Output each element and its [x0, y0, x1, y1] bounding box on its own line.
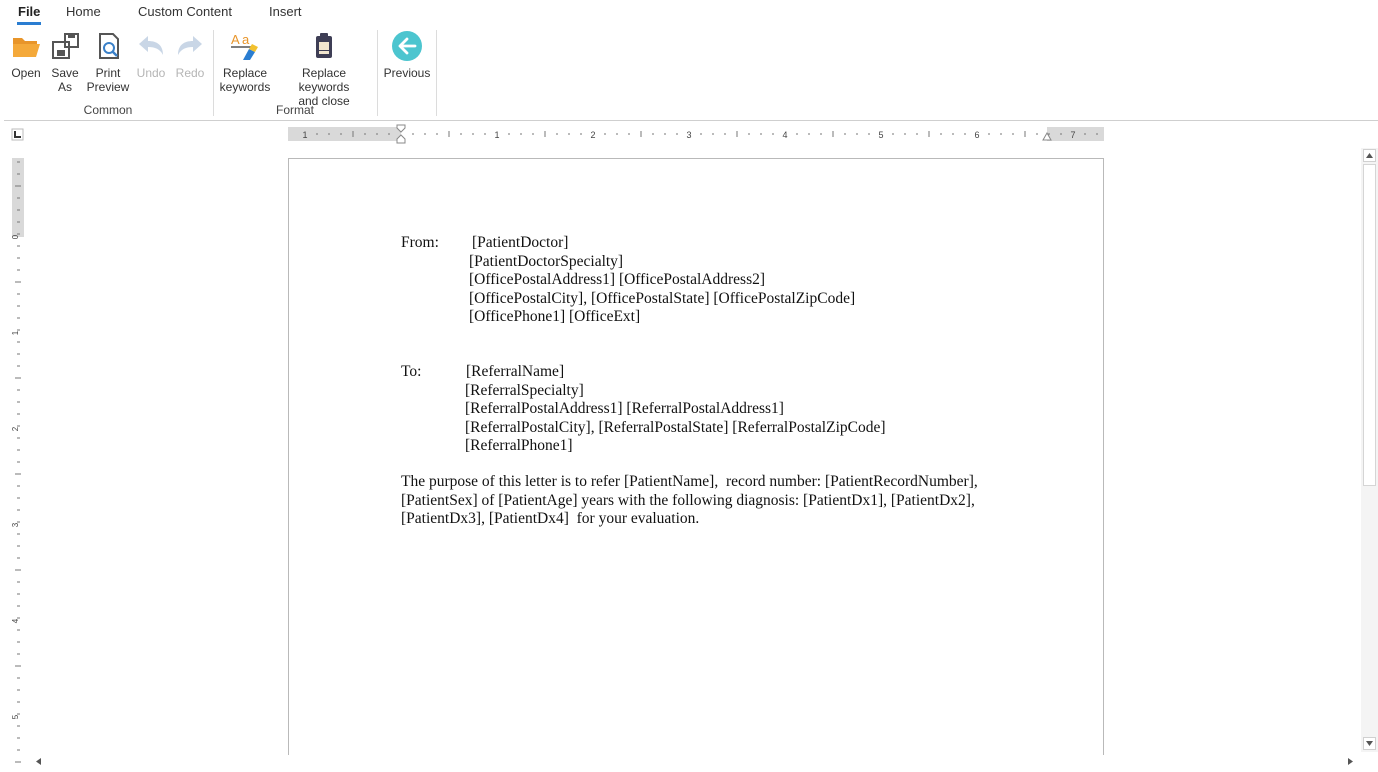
redo-label: Redo — [175, 66, 205, 80]
to-line: [ReferralPhone1] — [465, 437, 573, 454]
body-line: [PatientSex] of [PatientAge] years with the following diagnosis: [PatientDx1], [PatientDx2], — [401, 491, 975, 509]
ruler-label: 7 — [1070, 130, 1076, 140]
scroll-left-button[interactable] — [32, 755, 45, 768]
replace-keywords-icon — [229, 30, 261, 62]
replace-keywords-close-button[interactable] — [275, 30, 373, 108]
group-label-format: Format — [275, 103, 314, 117]
replace-keywords-button[interactable] — [218, 30, 272, 94]
replace-keywords-label-1: Replace — [222, 66, 268, 80]
replace-close-label-1: Replace keywords — [298, 66, 350, 94]
group-separator — [213, 30, 214, 116]
tab-home[interactable]: Home — [66, 4, 101, 19]
horizontal-ruler[interactable] — [288, 127, 1104, 141]
horizontal-scrollbar[interactable] — [30, 755, 1361, 769]
caret-down-icon — [1366, 741, 1373, 746]
to-line: [ReferralName] — [466, 363, 565, 380]
ruler-ticks-vertical — [12, 158, 24, 768]
previous-arrow-icon — [391, 30, 423, 62]
right-indent-marker-icon[interactable] — [1042, 131, 1052, 141]
ruler-ticks — [288, 127, 1104, 141]
from-label: From: — [401, 234, 439, 251]
from-line: [OfficePostalAddress1] [OfficePostalAddress2] — [469, 271, 766, 288]
from-line: [PatientDoctor] — [472, 234, 569, 251]
ruler-label: 5 — [878, 130, 884, 140]
from-line: [OfficePhone1] [OfficeExt] — [469, 308, 641, 325]
ruler-label: 5 — [11, 714, 20, 720]
ribbon — [0, 26, 1378, 120]
print-preview-icon — [92, 30, 124, 62]
undo-button[interactable] — [133, 30, 169, 80]
to-line: [ReferralSpecialty] — [465, 381, 584, 399]
ruler-label: 3 — [686, 130, 692, 140]
ruler-label: 3 — [11, 522, 20, 528]
replace-close-label-2: and close — [298, 94, 350, 108]
save-as-label-2: As — [57, 80, 72, 94]
previous-button[interactable] — [383, 30, 431, 80]
group-label-common: Common — [83, 103, 133, 117]
group-separator — [436, 30, 437, 116]
to-line: [ReferralPostalAddress1] [ReferralPostalAddress1] — [465, 400, 784, 417]
group-separator — [377, 30, 378, 116]
scroll-down-button[interactable] — [1363, 737, 1376, 750]
previous-label: Previous — [383, 66, 431, 80]
ruler-label: 1 — [494, 130, 500, 140]
ruler-label: 4 — [11, 618, 20, 624]
replace-close-icon — [308, 30, 340, 62]
ruler-label: 2 — [590, 130, 596, 140]
svg-text:A: A — [231, 32, 240, 47]
ruler-label: 4 — [782, 130, 788, 140]
tab-file[interactable]: File — [18, 4, 41, 19]
vertical-scroll-thumb[interactable] — [1363, 164, 1376, 486]
print-preview-label-2: Preview — [86, 80, 130, 94]
scroll-up-button[interactable] — [1363, 149, 1376, 162]
tab-stop-selector[interactable] — [12, 129, 23, 140]
caret-up-icon — [1366, 153, 1373, 158]
to-line: [ReferralPostalCity], [ReferralPostalState] [ReferralPostalZipCode] — [465, 418, 886, 436]
print-preview-button[interactable] — [86, 30, 130, 94]
from-line: [PatientDoctorSpecialty] — [469, 252, 624, 270]
body-line: [PatientDx3], [PatientDx4] for your evaluation. — [401, 510, 700, 527]
from-line: [OfficePostalCity], [OfficePostalState] [OfficePostalZipCode] — [469, 289, 856, 307]
ruler-label: 2 — [11, 426, 20, 432]
redo-button[interactable] — [172, 30, 208, 80]
undo-icon — [135, 30, 167, 62]
caret-left-icon — [36, 758, 41, 765]
ribbon-divider — [4, 120, 1378, 121]
caret-right-icon — [1348, 758, 1353, 765]
ribbon-tabs — [0, 0, 1378, 26]
tab-custom-content[interactable]: Custom Content — [138, 4, 232, 19]
open-label: Open — [11, 66, 41, 80]
save-as-label-1: Save — [51, 66, 79, 80]
indent-marker-icon[interactable] — [396, 124, 406, 144]
scroll-right-button[interactable] — [1344, 755, 1357, 768]
document-page[interactable] — [288, 158, 1104, 758]
open-button[interactable] — [6, 30, 46, 80]
ruler-label: 0 — [11, 234, 20, 240]
print-preview-label-1: Print — [95, 66, 121, 80]
redo-icon — [174, 30, 206, 62]
ruler-label: 1 — [302, 130, 308, 140]
ruler-label: 1 — [11, 330, 20, 336]
save-as-button[interactable] — [47, 30, 83, 94]
ruler-label: 6 — [974, 130, 980, 140]
folder-open-icon — [10, 30, 42, 62]
svg-text:a: a — [242, 32, 250, 47]
to-label: To: — [401, 363, 422, 380]
undo-label: Undo — [136, 66, 166, 80]
vertical-ruler[interactable] — [12, 158, 24, 768]
body-line: The purpose of this letter is to refer [PatientName], record number: [PatientRecordNumber], — [401, 473, 978, 490]
tab-insert[interactable]: Insert — [269, 4, 302, 19]
vertical-scrollbar[interactable] — [1361, 148, 1378, 752]
replace-keywords-label-2: keywords — [219, 80, 271, 94]
save-as-icon — [49, 30, 81, 62]
